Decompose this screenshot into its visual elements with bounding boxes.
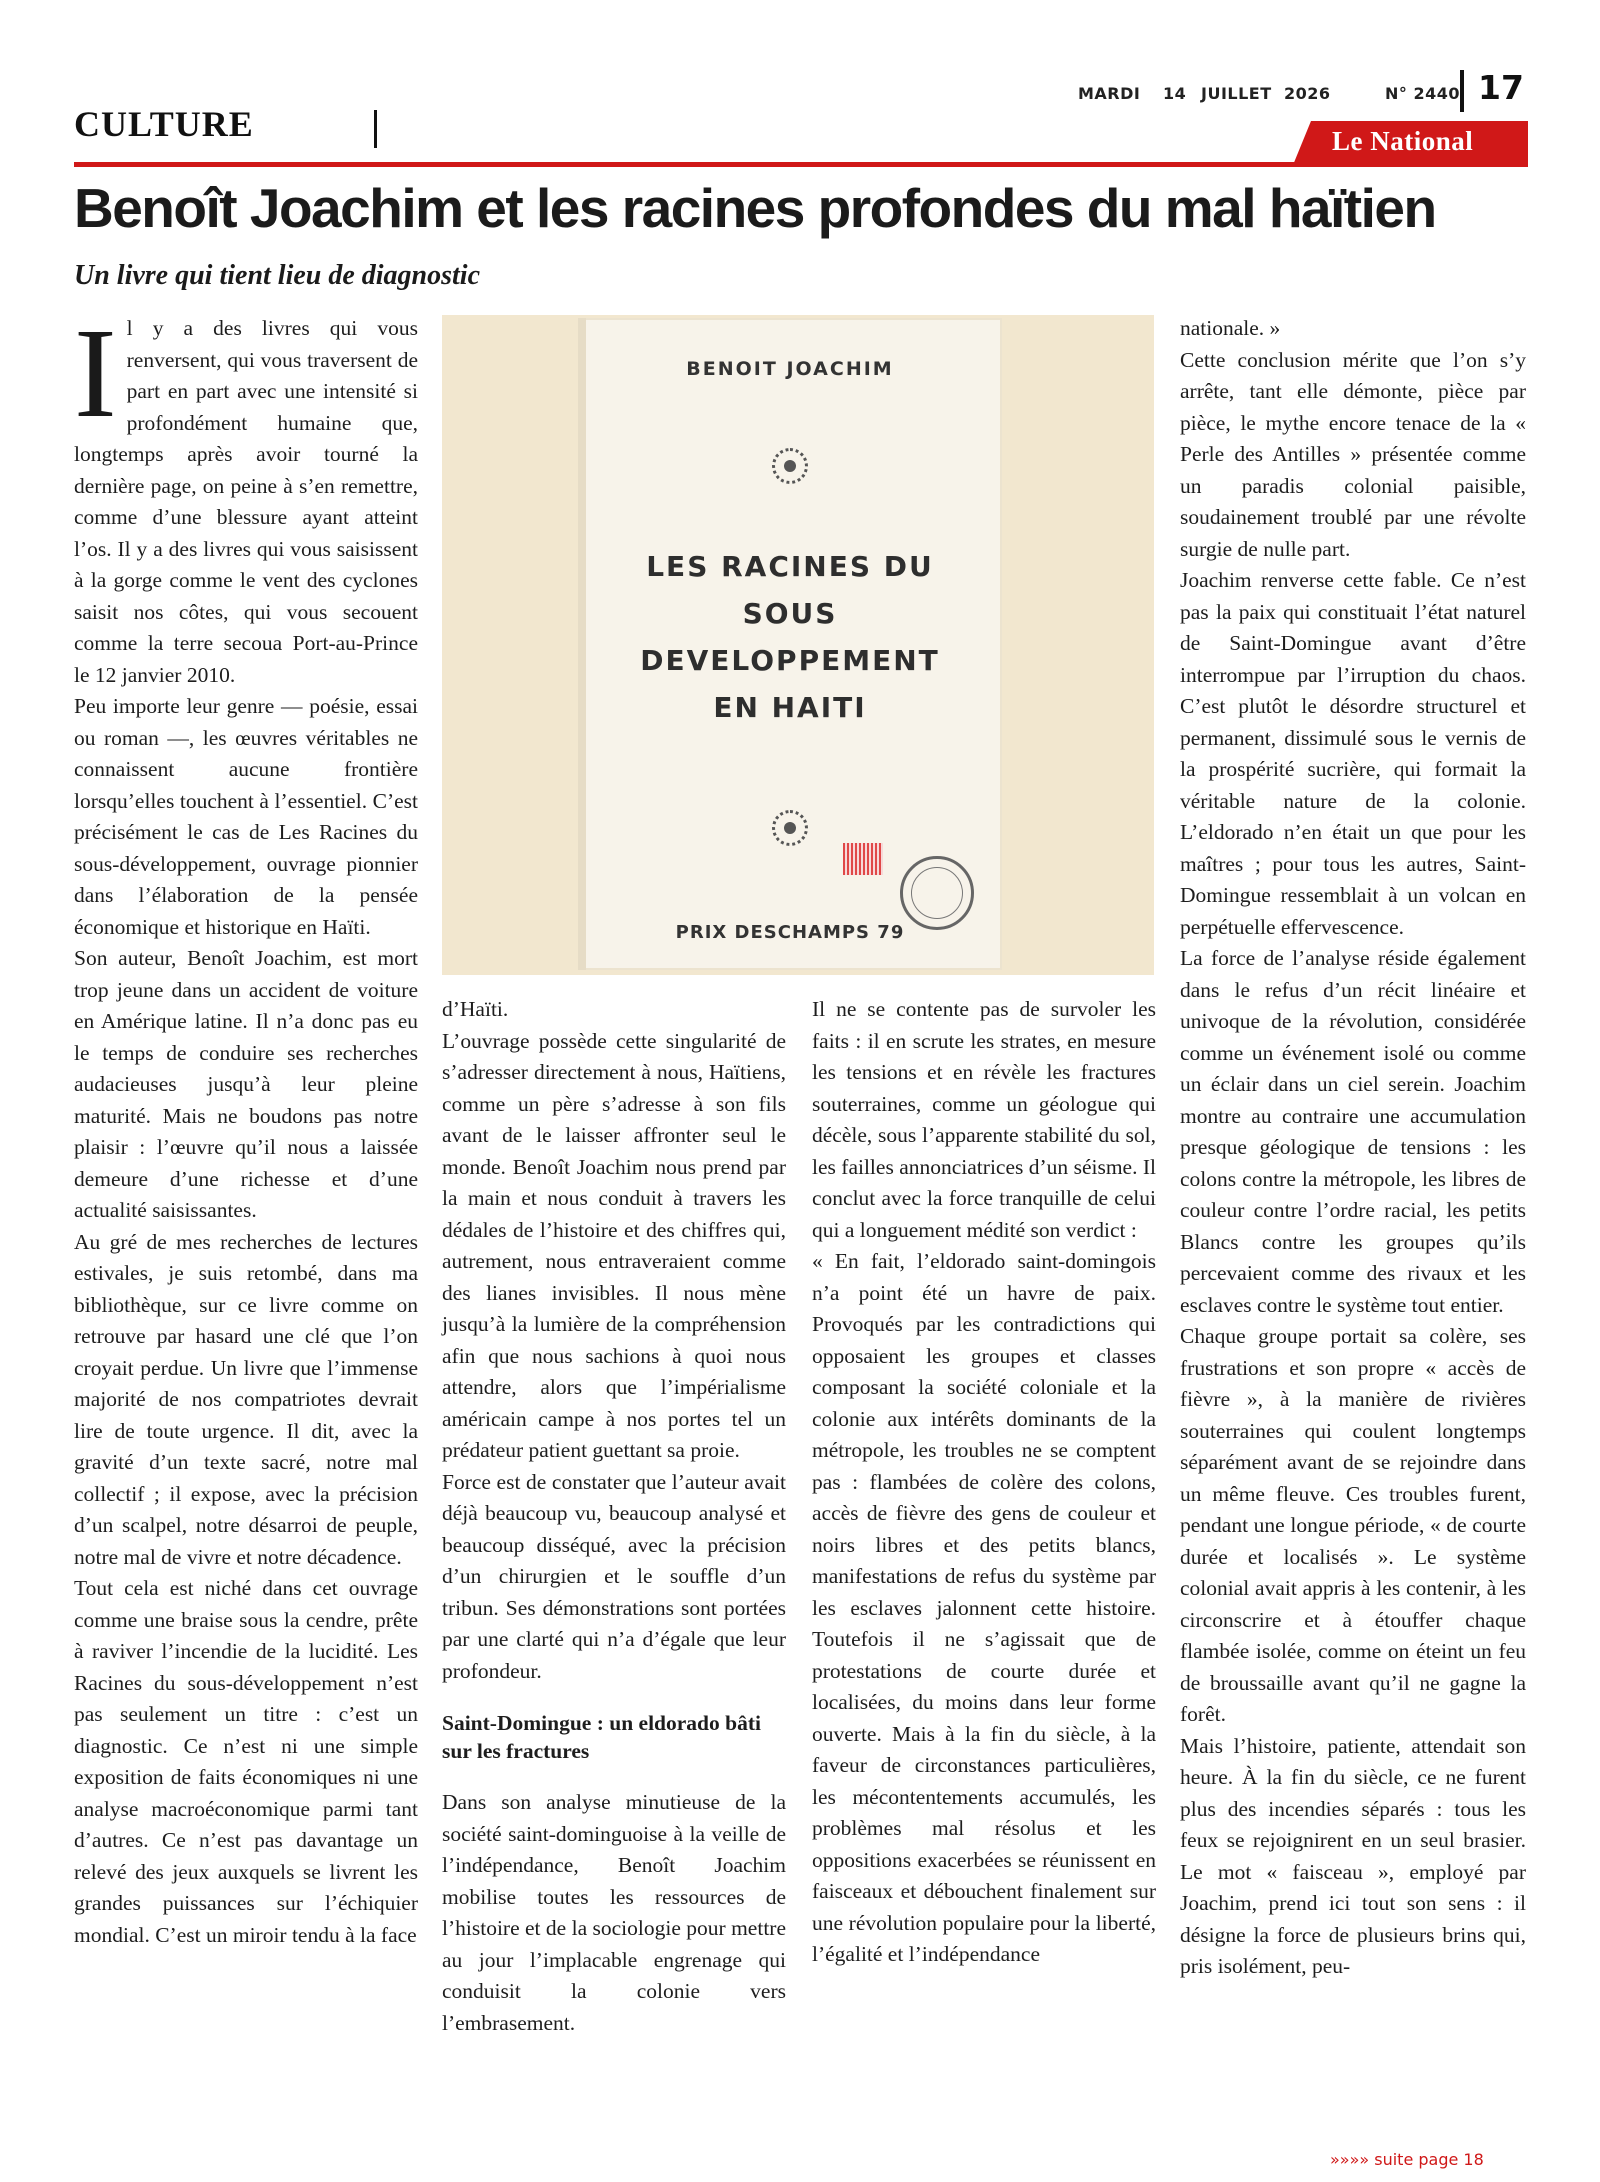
article-headline: Benoît Joachim et les racines profondes du mal haïtien <box>74 177 1436 239</box>
date-year: 2026 <box>1284 84 1331 103</box>
book-prize: PRIX DESCHAMPS 79 <box>675 922 905 943</box>
article-column-1 <box>74 302 418 1951</box>
book-title-line: EN HAITI <box>713 691 867 724</box>
header-rule <box>74 162 1528 167</box>
ornament-icon <box>772 448 808 484</box>
paragraph: Chaque groupe portait sa colère, ses frustrations et son propre « accès de fièvre », à la manière de rivières souterraines qui coulent longtemps séparément avant de se rejoindre dans un même fleuve. Ces troubles furent, pendant une longue période, « de courte durée et localisés ». Le système colonial avait appris à les contenir, à les circonscrire et à étouffer chaque flambée isolée, comme on éteint un feu de broussaille avant qu’il ne gagne la forêt. <box>1180 1324 1526 1726</box>
book-author: BENOIT JOACHIM <box>686 358 894 380</box>
paragraph: Force est de constater que l’auteur avait déjà beaucoup vu, beaucoup analysé et beaucoup disséqué, avec la précision d’un chirurgien et le souffle d’un tribun. Ses démonstrations sont portées par une clarté qui n’a d’égale que leur profondeur. <box>442 1469 786 1683</box>
paragraph: d’Haïti. <box>442 997 509 1021</box>
paragraph: Dans son analyse minutieuse de la société saint-dominguoise à la veille de l’indépendance, Benoît Joachim mobilise toutes les ressources de l’histoire et de la sociologie pour mettre au jour l’implacable engrenage qui conduisit la colonie vers l’embrasement. <box>442 1790 786 2035</box>
paragraph: La force de l’analyse réside également dans le refus d’un récit linéaire et univoque de la révolution, considérée comme un événement isolé ou comme un éclair dans un ciel serein. Joachim montre au contraire une accumulation presque géologique de tensions : les colons contre la métropole, les libres de couleur contre l’ordre racial, les petits Blancs contre les groupes qu’ils percevaient comme des rivaux et les esclaves contre le système tout entier. <box>1180 946 1526 1317</box>
paragraph: Mais l’histoire, patiente, attendait son heure. À la fin du siècle, ce ne furent plus des incendies séparés : tous les feux se rejoignirent en un seul brasier. Le mot « faisceau », employé par Joachim, prend ici tout son sens : il désigne la force de plusieurs brins qui, pris isolément, peu- <box>1180 1733 1526 1978</box>
book-cover <box>578 318 1002 970</box>
article-column-4 <box>1180 313 1526 1983</box>
library-label-icon <box>843 843 883 875</box>
book-title-line: DEVELOPPEMENT <box>640 644 940 677</box>
article-column-2 <box>442 994 786 2039</box>
continued-link[interactable]: »»»» suite page 18 <box>1330 2150 1484 2169</box>
issue-number: N° 2440 <box>1385 84 1460 103</box>
book-title-line: SOUS <box>742 597 838 630</box>
library-stamp-icon <box>900 856 974 930</box>
date-month: JUILLET <box>1201 84 1272 103</box>
section-divider <box>374 110 377 148</box>
paragraph: Tout cela est niché dans cet ouvrage comme une braise sous la cendre, prête à raviver l’incendie de la lucidité. Les Racines du sous-développement n’est pas seulement un titre : c’est un diagnostic. Ce n’est ni une simple exposition de faits économiques ni une analyse macroéconomique parmi tant d’autres. Ce n’est pas davantage un relevé des jeux auxquels se livrent les grandes puissances sur l’échiquier mondial. C’est un miroir tendu à la face <box>74 1576 418 1947</box>
paragraph: L’ouvrage possède cette singularité de s’adresser directement à nous, Haïtiens, comme un père s’adresse à son fils avant de le laisser affronter seul le monde. Benoît Joachim nous prend par la main et nous conduit à travers les dédales de l’histoire et des chiffres qui, autrement, nous entraveraient comme des lianes invisibles. Il nous mène jusqu’à la lumière de la compréhension afin que nous sachions à quoi nous attendre, alors que l’impérialisme américain campe à nos portes tel un prédateur patient guettant sa proie. <box>442 1028 786 1462</box>
date-number: 14 <box>1163 84 1187 103</box>
ornament-icon <box>772 810 808 846</box>
paragraph: Son auteur, Benoît Joachim, est mort trop jeune dans un accident de voiture en Amérique latine. Il n’a donc pas eu le temps de conduire ses recherches audacieuses jusqu’à leur pleine maturité. Mais ne boudons pas notre plaisir : l’œuvre qu’il nous a laissée demeure d’une richesse et d’une actualité saisissantes. <box>74 946 418 1222</box>
quotation: « En fait, l’eldorado saint-domingois n’a point été un havre de paix. Provoqués par les contradictions qui opposaient les groupes et classes composant la société coloniale et la colonie aux intérêts dominants de la métropole, les troubles ne se comptent pas : flambées de colère des colons, accès de fièvre des gens de couleur et noirs libres et des petits blancs, manifestations de refus du système par les esclaves jalonnent cette histoire. Toutefois il ne s’agissait que de protestations de courte durée et localisées, du moins dans leur forme ouverte. Mais à la fin du siècle, à la faveur de circonstances particulières, les mécontentements accumulés, les problèmes mal résolus et les oppositions exacerbées se réunissent en faisceaux et débouchent finalement sur une révolution populaire pour la liberté, l’égalité et l’indépendance <box>812 1249 1156 1966</box>
paragraph: Cette conclusion mérite que l’on s’y arrête, tant elle démonte, pièce par pièce, le mythe encore tenace de la « Perle des Antilles » présentée comme un paradis colonial paisible, soudainement troublé par une révolte surgie de nulle part. <box>1180 347 1526 561</box>
brand-name: Le National <box>1332 126 1474 156</box>
section-subheading: Saint-Domingue : un eldorado bâti sur les fractures <box>442 1711 761 1763</box>
paragraph: nationale. » <box>1180 316 1281 340</box>
article-column-3 <box>812 994 1156 1971</box>
page-number-divider <box>1460 70 1464 112</box>
paragraph: Au gré de mes recherches de lectures estivales, je suis retombé, dans ma bibliothèque, sur ce livre comme on retrouve par hasard une clé que l’on croyait perdue. Un livre que l’immense majorité de nos compatriotes devrait lire de toute urgence. Il dit, avec la gravité d’un texte sacré, notre mal collectif ; il expose, avec la précision d’un scalpel, notre désarroi de peuple, notre mal de vivre et notre décadence. <box>74 1229 418 1569</box>
paragraph: Joachim renverse cette fable. Ce n’est pas la paix qui constituait l’état naturel de Saint-Domingue avant d’être interrompue par l’irruption du chaos. C’est plutôt le désordre structurel et permanent, dissimulé sous le vernis de la prospérité sucrière, qui formait la véritable nature de la colonie. L’eldorado n’en était un que pour les maîtres ; pour tous les autres, Saint-Domingue ressemblait à un volcan en perpétuelle effervescence. <box>1180 568 1526 939</box>
paragraph: Il y a des livres qui vous renversent, qui vous traversent de part en part avec une intensité si profondément humaine que, longtemps après avoir tourné la dernière page, on peine à s’en remettre, comme d’une blessure ayant atteint l’os. Il y a des livres qui vous saisissent à la gorge comme le vent des cyclones saisit nos côtes, qui vous secouent comme la terre secoua Port-au-Prince le 12 janvier 2010. <box>74 302 418 687</box>
drop-cap: I <box>74 302 117 444</box>
paragraph: Il ne se contente pas de survoler les faits : il en scrute les strates, en mesure les tensions et en révèle les fractures souterraines, comme un géologue qui décèle, sous l’apparente stabilité du sol, les failles annonciatrices d’un séisme. Il conclut avec la force tranquille de celui qui a longuement médité son verdict : <box>812 997 1156 1242</box>
page-number: 17 <box>1478 68 1524 107</box>
paragraph: Peu importe leur genre — poésie, essai ou roman —, les œuvres véritables ne connaissent aucune frontière lorsqu’elles touchent à l’essentiel. C’est précisément le cas de Les Racines du sous-développement, ouvrage pionnier dans l’élaboration de la pensée économique et historique en Haïti. <box>74 694 418 939</box>
date-day: MARDI <box>1078 84 1141 103</box>
book-title-line: LES RACINES DU <box>646 550 934 583</box>
book-title <box>578 543 1002 731</box>
section-label: CULTURE <box>74 104 254 144</box>
article-subheadline: Un livre qui tient lieu de diagnostic <box>74 260 481 291</box>
